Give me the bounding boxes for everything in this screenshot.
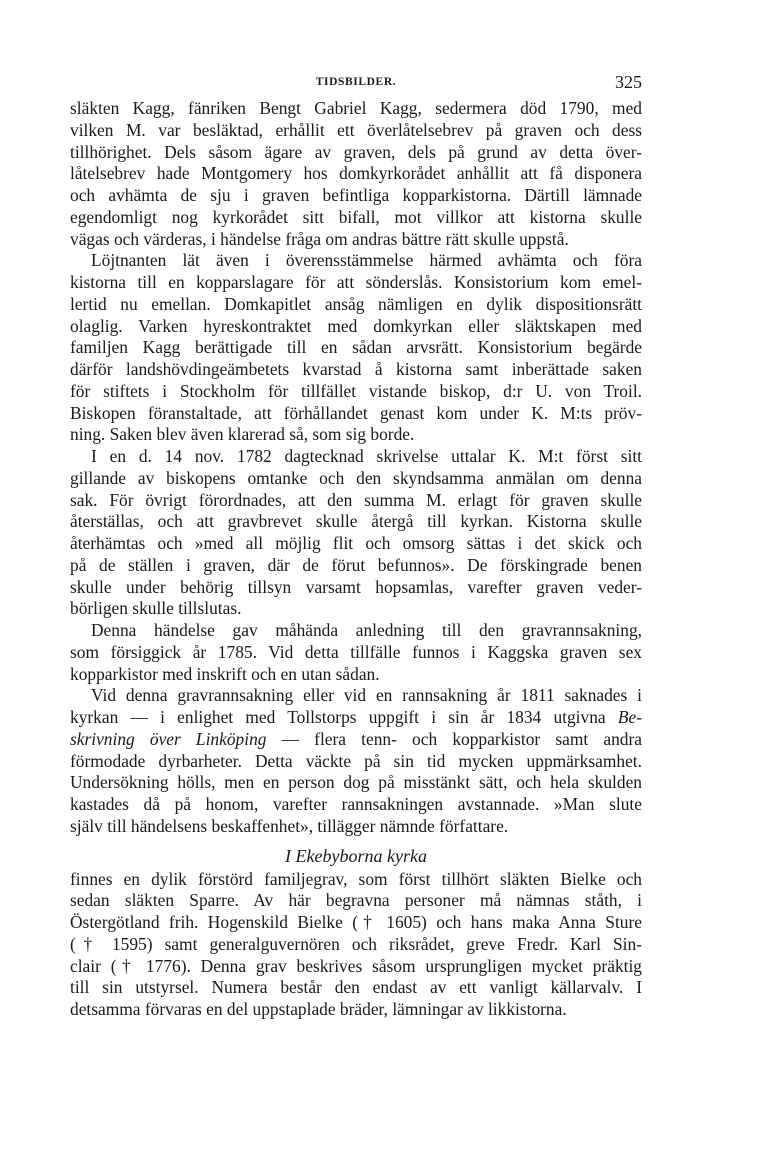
text-line: Östergötland frih. Hogenskild Bielke († 1605) och hans maka Anna Sture: [70, 912, 642, 932]
text-line: kastades då på honom, varefter rannsakningen avstannade. »Man slute: [70, 794, 642, 814]
book-title-start: Be-: [617, 707, 642, 727]
text-segment: — flera tenn- och kopparkistor samt andra: [281, 728, 642, 749]
paragraph-6: [70, 869, 642, 1021]
paragraph-4: [70, 620, 642, 685]
text-line: familjen Kagg berättigade till en sådan arvsrätt. Konsistorium begärde: [70, 337, 642, 358]
text-line: tillhörighet. Dels såsom ägare av graven, dels på grund av detta över-: [70, 141, 642, 162]
text-line: börligen skulle tillslutas.: [70, 598, 242, 619]
text-line: därför landshövdingeämbetets kvarstad å kistorna samt inberättade saken: [70, 359, 642, 379]
text-line: återhämtas och »med all möjlig flit och omsorg sättas i det skick och: [70, 533, 642, 553]
text-line: Undersökning hölls, men en person dog på misstänkt sätt, och hela skulden: [70, 772, 642, 793]
text-line: Vid denna gravrannsakning eller vid en rannsakning år 1811 saknades i: [91, 685, 642, 706]
paragraph-1: [70, 98, 642, 250]
text-line: Denna händelse gav måhända anledning till den gravrannsakning,: [91, 620, 642, 640]
section-heading: I Ekebyborna kyrka: [285, 845, 427, 866]
text-line: för stiftets i Stockholm för tillfället vistande biskop, d:r U. von Troil.: [70, 380, 642, 401]
text-line: olaglig. Varken hyreskontraktet med domkyrkan eller släktskapen med: [70, 315, 642, 336]
text-line: till sin utstyrsel. Numera består den endast av ett vanligt källarvalv. I: [70, 977, 642, 998]
text-line: själv till händelsens beskaffenhet», tillägger nämnde författare.: [70, 815, 509, 836]
text-line: Löjtnanten lät även i överensstämmelse härmed avhämta och föra: [91, 250, 642, 271]
text-line: vägas och värderas, i händelse fråga om andras bättre rätt skulle uppstå.: [70, 228, 569, 249]
text-line: [70, 729, 642, 751]
body-text: [70, 98, 642, 1021]
text-line: finnes en dylik förstörd familjegrav, som först tillhört släkten Bielke och: [70, 868, 642, 889]
paragraph-3: [70, 446, 642, 620]
text-line: I en d. 14 nov. 1782 dagtecknad skrivelse uttalar K. M:t först sitt: [91, 446, 642, 466]
text-line: gillande av biskopens omtanke och den skyndsamma anmälan om denna: [70, 467, 642, 488]
text-line: som försiggick år 1785. Vid detta tillfälle funnos i Kaggska graven sex: [70, 641, 642, 662]
text-line: kopparkistor med inskrift och en utan sådan.: [70, 663, 380, 684]
text-line: egendomligt nog kyrkorådet sitt bifall, mot villkor att kistorna skulle: [70, 206, 642, 227]
book-page: [70, 72, 642, 1021]
text-line: clair († 1776). Denna grav beskrives såsom ursprungligen mycket präktig: [70, 955, 642, 976]
text-line: († 1595) samt generalguvernören och riksrådet, greve Fredr. Karl Sin-: [70, 933, 642, 954]
text-line: sedan släkten Sparre. Av här begravna personer må nämnas ståth, i: [70, 890, 642, 911]
text-line: vilken M. var besläktad, erhållit ett överlåtelsebrev på graven och dess: [70, 119, 642, 140]
running-title: TIDSBILDER.: [315, 76, 397, 88]
text-line: släkten Kagg, fänriken Bengt Gabriel Kagg, sedermera död 1790, med: [70, 98, 642, 118]
text-line: lertid nu emellan. Domkapitlet ansåg nämligen en dylik dispositionsrätt: [70, 293, 642, 314]
text-line: sak. För övrigt förordnades, att den summa M. erlagt för graven skulle: [70, 489, 642, 510]
text-line: ning. Saken blev även klarerad så, som sig borde.: [70, 424, 415, 445]
text-line: förmodade dyrbarheter. Detta väckte på sin tid mycken uppmärksamhet.: [70, 750, 642, 771]
text-line: [70, 707, 642, 729]
text-line: återställas, och att gravbrevet skulle återgå till kyrkan. Kistorna skulle: [70, 511, 642, 532]
text-line: låtelsebrev hade Montgomery hos domkyrkorådet anhållit att få disponera: [70, 163, 642, 184]
book-title-end: skrivning över Linköping: [70, 728, 267, 749]
page-header: [70, 72, 642, 98]
page-number: 325: [615, 72, 642, 92]
text-line: och avhämta de sju i graven befintliga kopparkistorna. Därtill lämnade: [70, 185, 642, 205]
paragraph-2: [70, 250, 642, 446]
text-segment: kyrkan — i enlighet med Tollstorps uppgift i sin år 1834 utgivna: [70, 707, 606, 727]
paragraph-5: [70, 685, 642, 837]
text-line: detsamma förvaras en del uppstaplade bräder, lämningar av likkistorna.: [70, 999, 567, 1019]
text-line: Biskopen föranstaltade, att förhållandet genast kom under K. M:ts pröv-: [70, 402, 642, 423]
text-line: kistorna till en kopparslagare för att sönderslås. Konsistorium kom emel-: [70, 272, 642, 292]
text-line: på de ställen i graven, där de förut befunnos». De förskingrade benen: [70, 554, 642, 575]
text-line: skulle under behörig tillsyn varsamt hopsamlas, varefter graven veder-: [70, 576, 642, 597]
